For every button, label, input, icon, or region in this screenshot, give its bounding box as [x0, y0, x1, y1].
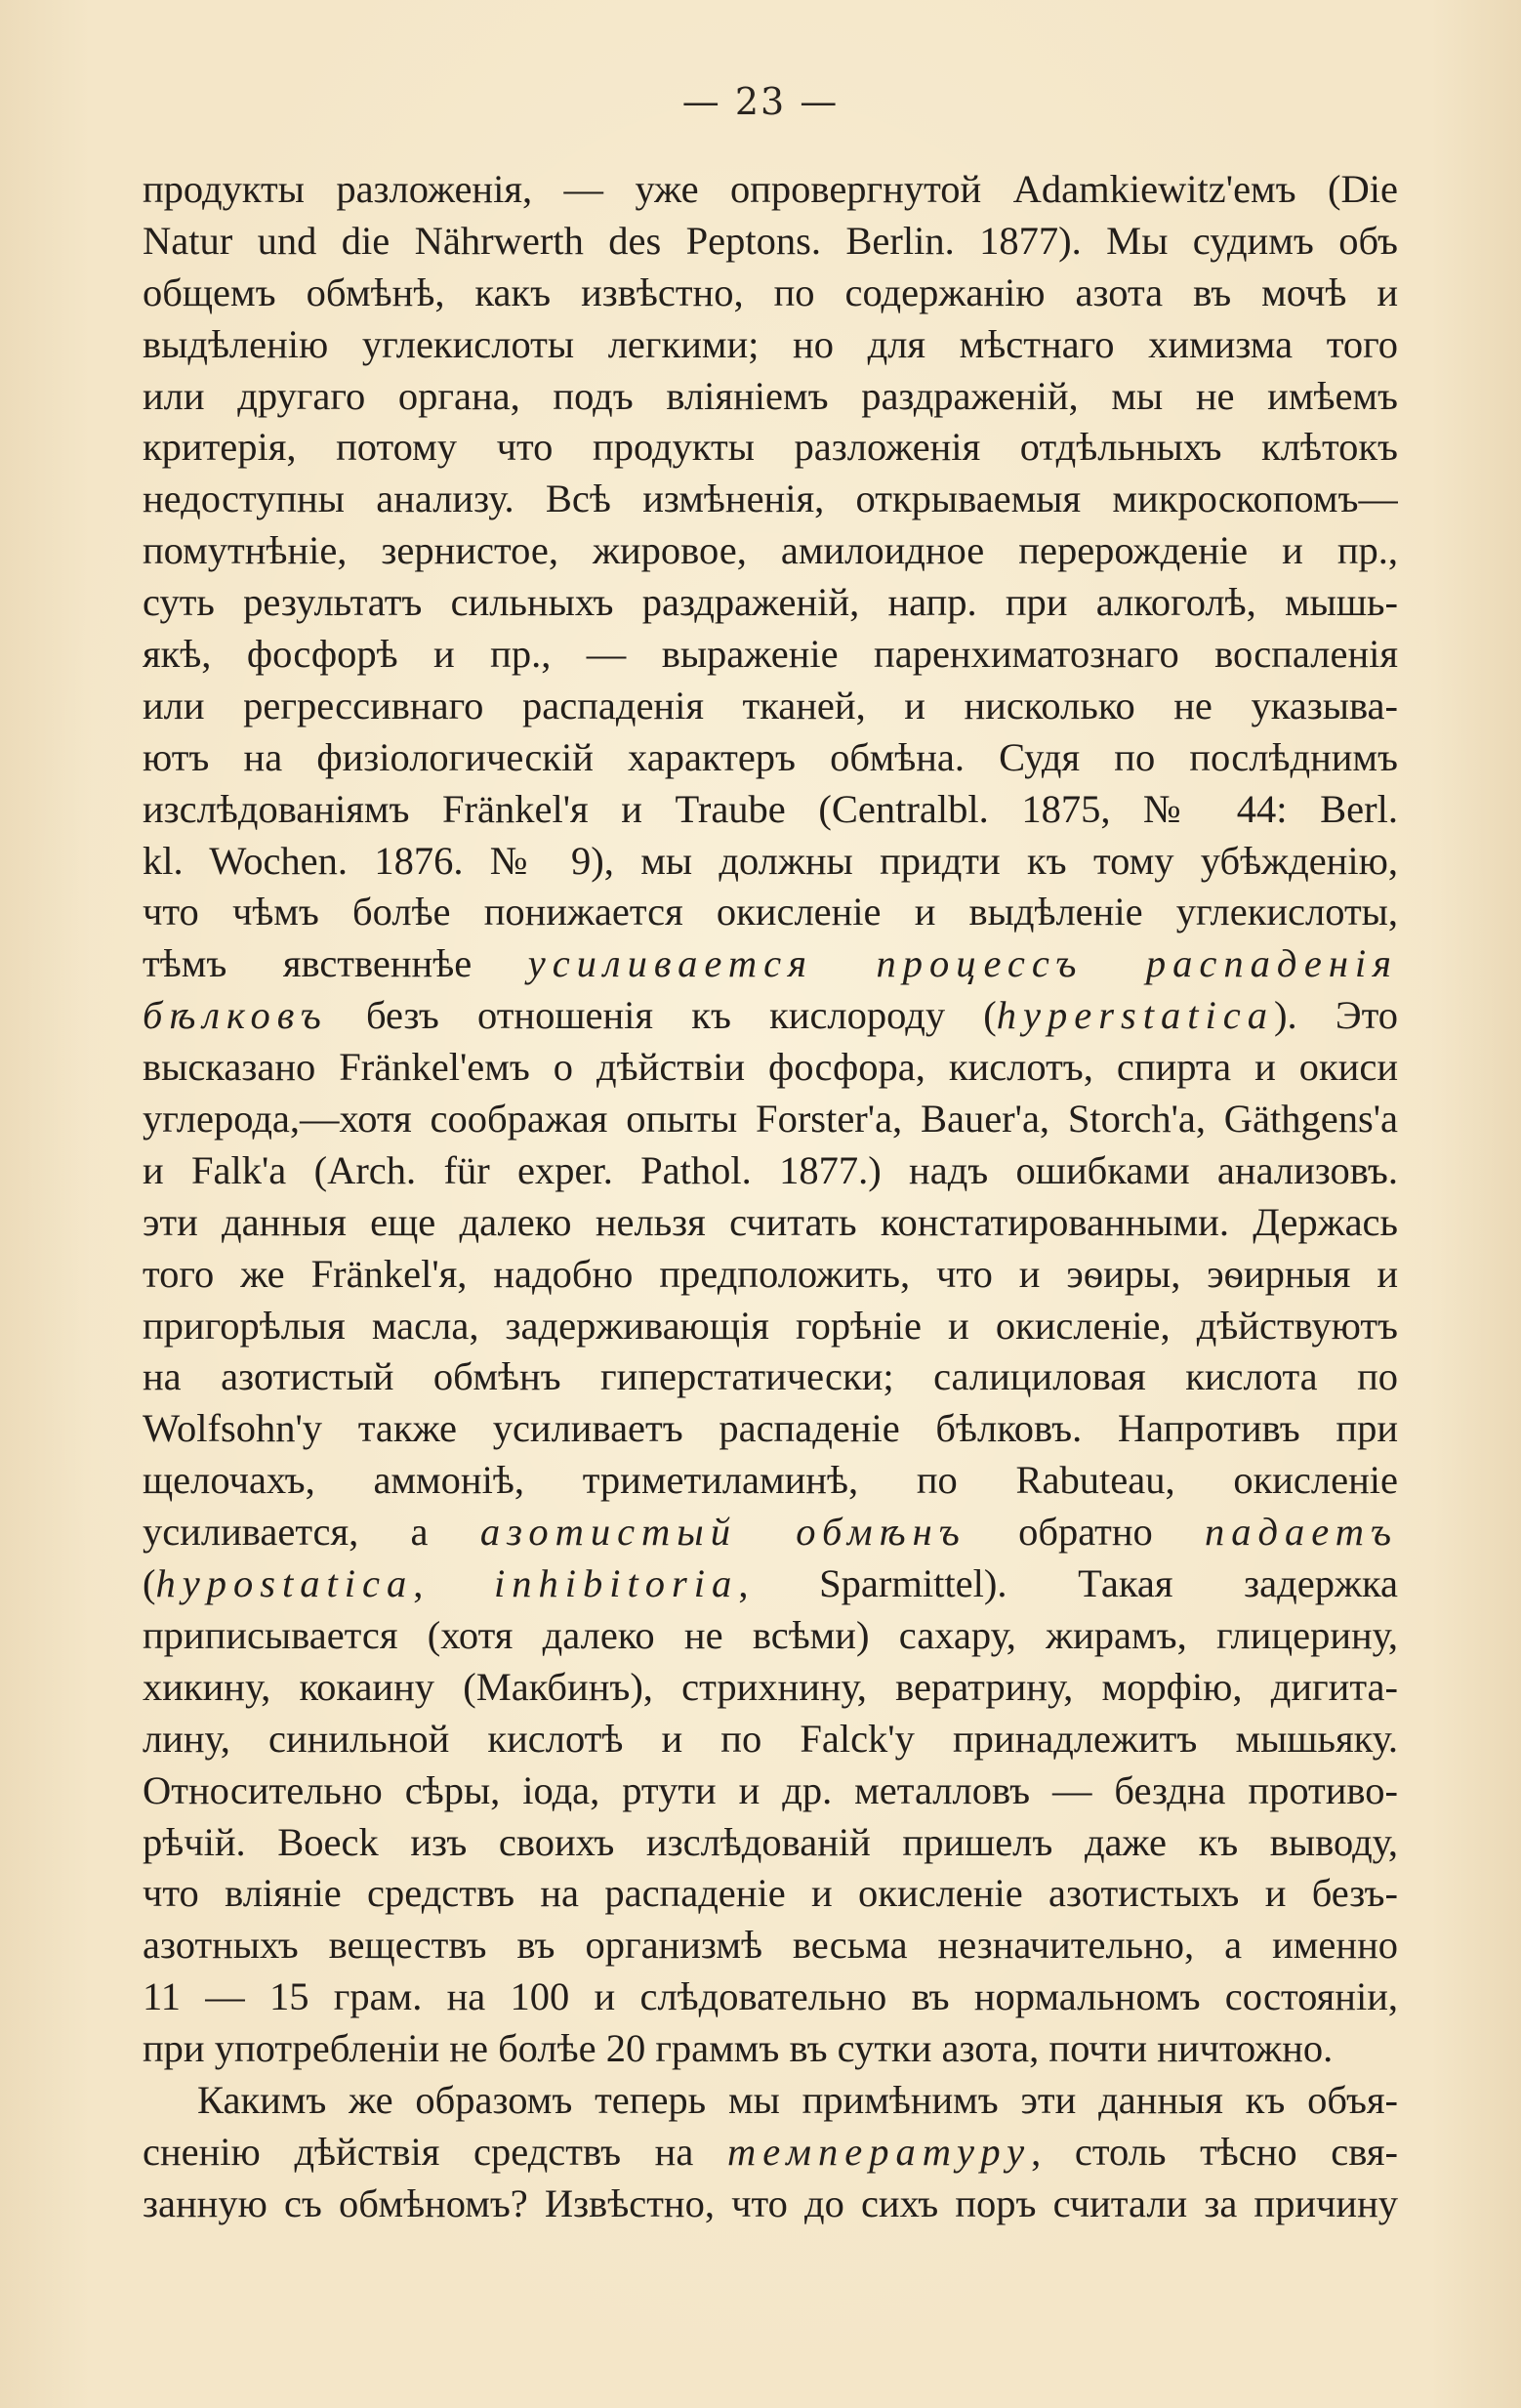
text-line [143, 474, 1398, 525]
text-line [143, 1197, 1398, 1249]
text-run: усиливается, а [143, 1510, 480, 1555]
text-run: и Falk'a (Arch. für exper. Pathol. 1877.) надъ ошибками анализовъ. [143, 1147, 1398, 1192]
text-line [143, 784, 1398, 836]
text-run: обратно [966, 1510, 1206, 1555]
text-run: того же Fränkel'я, надобно предположить, что и эѳиры, эѳирныя и [143, 1251, 1398, 1296]
text-line [143, 887, 1398, 938]
text-run: Относительно сѣры, іода, ртути и др. металловъ — бездна противо- [143, 1767, 1398, 1812]
text-run: критерія, потому что продукты разложенія отдѣльныхъ клѣтокъ [143, 425, 1398, 470]
text-line [143, 371, 1398, 423]
text-line [143, 1094, 1398, 1145]
text-line [143, 2179, 1398, 2230]
text-line [143, 836, 1398, 888]
text-line [143, 1301, 1398, 1352]
text-line [143, 2127, 1398, 2179]
text-line [143, 164, 1398, 216]
text-run: приписывается (хотя далеко не всѣми) сахару, жирамъ, глицерину, [143, 1612, 1398, 1657]
text-line [143, 2023, 1398, 2075]
text-run: или другаго органа, подъ вліяніемъ раздраженій, мы не имѣемъ [143, 373, 1398, 418]
text-run: высказано Fränkel'емъ о дѣйствіи фосфора, кислотъ, спирта и окиси [143, 1045, 1398, 1090]
text-run: недоступны анализу. Всѣ измѣненія, открываемыя микроскопомъ— [143, 477, 1398, 521]
text-run: помутнѣніе, зернистое, жировое, амилоидное перерожденіе и пр., [143, 528, 1398, 573]
text-run: безъ отношенія къ кислороду ( [327, 993, 997, 1038]
text-line [143, 319, 1398, 371]
text-run: ). Это [1274, 993, 1398, 1038]
text-run: при употребленіи не болѣе 20 граммъ въ сутки азота, почти ничтожно. [143, 2026, 1334, 2071]
text-run: 11 — 15 грам. на 100 и слѣдовательно въ нормальномъ состояніи, [143, 1974, 1398, 2019]
emphasized-text: hyperstatica [996, 993, 1275, 1038]
text-run: продукты разложенія, — уже опровергнутой Adamkiewitz'емъ (Die [143, 167, 1398, 211]
text-line [143, 990, 1398, 1042]
text-line [143, 1145, 1398, 1197]
text-run: изслѣдованіямъ Fränkel'я и Traube (Centralbl. 1875, № 44: Berl. [143, 786, 1398, 831]
text-run: занную съ обмѣномъ? Извѣстно, что до сихъ поръ считали за причину [143, 2180, 1398, 2225]
text-run: выдѣленію углекислоты легкими; но для мѣстнаго химизма того [143, 321, 1398, 366]
text-line [143, 268, 1398, 319]
text-run: якѣ, фосфорѣ и пр., — выраженіе паренхиматознаго воспаленія [143, 632, 1398, 677]
text-line [143, 216, 1398, 268]
text-line [143, 422, 1398, 474]
text-run: лину, синильной кислотѣ и по Falck'у принадлежитъ мышьяку. [143, 1716, 1398, 1761]
body-text [143, 164, 1398, 2230]
text-run: Какимъ же образомъ теперь мы примѣнимъ эти данныя къ объя- [197, 2077, 1398, 2122]
text-run: хикину, кокаину (Макбинъ), стрихнину, вератрину, морфію, дигита- [143, 1664, 1398, 1709]
text-run: эти данныя еще далеко нельзя считать констатированными. Держась [143, 1199, 1398, 1244]
text-line [143, 1868, 1398, 1920]
text-run: щелочахъ, аммоніѣ, триметиламинѣ, по Rabuteau, окисленіе [143, 1458, 1398, 1503]
text-line [143, 1662, 1398, 1714]
page-number: — 23 — [681, 80, 840, 123]
text-line [143, 1765, 1398, 1817]
text-run: , столь тѣсно свя- [1031, 2129, 1398, 2174]
text-line [143, 732, 1398, 784]
emphasized-text: hypostatica [155, 1561, 414, 1606]
text-line [143, 1403, 1398, 1455]
text-line [143, 1351, 1398, 1403]
text-line [143, 1714, 1398, 1765]
text-run: рѣчій. Boeck изъ своихъ изслѣдованій пришелъ даже къ выводу, [143, 1819, 1398, 1864]
text-run: kl. Wochen. 1876. № 9), мы должны придти къ тому убѣжденію, [143, 838, 1398, 883]
text-run: азотныхъ веществъ въ организмѣ весьма незначительно, а именно [143, 1923, 1398, 1968]
text-run: суть результатъ сильныхъ раздраженій, напр. при алкоголѣ, мышь- [143, 580, 1398, 625]
emphasized-text: усиливается процессъ распаденія [527, 941, 1398, 986]
text-line [143, 1817, 1398, 1869]
text-line [143, 577, 1398, 629]
text-line [143, 1972, 1398, 2023]
text-run: пригорѣлыя масла, задерживающія горѣніе и окисленіе, дѣйствуютъ [143, 1303, 1398, 1348]
text-run: общемъ обмѣнѣ, какъ извѣстно, по содержанію азота въ мочѣ и [143, 270, 1398, 314]
text-line [143, 1507, 1398, 1558]
emphasized-text: азотистый обмѣнъ [479, 1510, 966, 1555]
text-run: Natur und die Nährwerth des Peptons. Berlin. 1877). Мы судимъ объ [143, 218, 1398, 263]
text-line [143, 1558, 1398, 1610]
text-line [143, 938, 1398, 990]
text-run: , [413, 1561, 495, 1606]
text-line [143, 1610, 1398, 1662]
text-line [143, 1920, 1398, 1972]
emphasized-text: бѣлковъ [143, 993, 328, 1038]
text-run: что чѣмъ болѣе понижается окисленіе и выдѣленіе углекислоты, [143, 890, 1398, 934]
text-line [143, 1249, 1398, 1301]
text-run: углерода,—хотя соображая опыты Forster'a, Bauer'a, Storch'a, Gäthgens'a [143, 1097, 1398, 1142]
emphasized-text: inhibitoria [494, 1561, 739, 1606]
text-run: что вліяніе средствъ на распаденіе и окисленіе азотистыхъ и безъ- [143, 1871, 1398, 1916]
emphasized-text: температуру [726, 2129, 1032, 2174]
text-run: , Sparmittel). Такая задержка [738, 1561, 1398, 1606]
text-run: ютъ на физіологическій характеръ обмѣна. Судя по послѣднимъ [143, 734, 1398, 779]
text-run: Wolfsohn'у также усиливаетъ распаденіе бѣлковъ. Напротивъ при [143, 1406, 1398, 1451]
text-line [143, 1455, 1398, 1507]
text-line [143, 2075, 1398, 2127]
text-line [143, 1042, 1398, 1094]
text-line [143, 681, 1398, 732]
emphasized-text: падаетъ [1205, 1510, 1398, 1555]
text-line [143, 525, 1398, 577]
text-run: или регрессивнаго распаденія тканей, и нисколько не указыва- [143, 683, 1398, 727]
text-run: ( [143, 1561, 156, 1606]
text-run: тѣмъ явственнѣе [143, 941, 528, 986]
text-run: сненію дѣйствія средствъ на [143, 2129, 727, 2174]
text-line [143, 629, 1398, 681]
text-run: на азотистый обмѣнъ гиперстатически; салициловая кислота по [143, 1354, 1398, 1399]
